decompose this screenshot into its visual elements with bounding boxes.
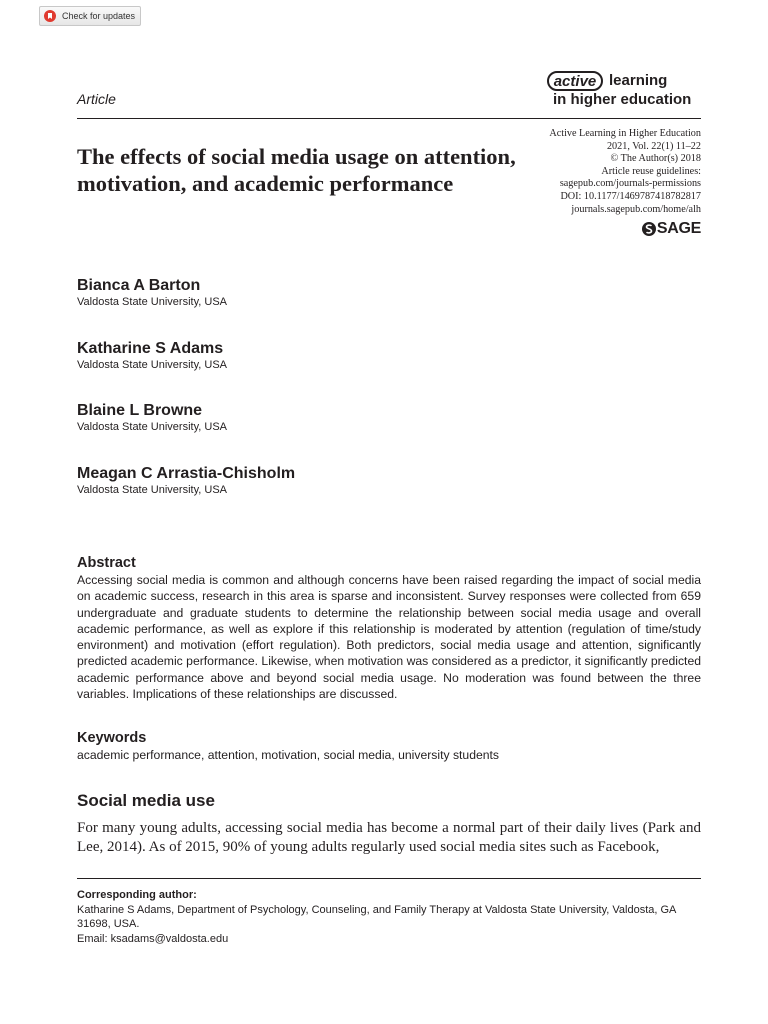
author-block	[77, 276, 227, 309]
keywords-heading: Keywords	[77, 730, 147, 746]
permissions-link[interactable]: sagepub.com/journals-permissions	[559, 178, 701, 190]
publication-meta	[549, 128, 701, 216]
issue-info: 2021, Vol. 22(1) 11–22	[606, 140, 701, 152]
author-affiliation: Valdosta State University, USA	[77, 359, 227, 371]
footnote-divider	[77, 878, 701, 879]
bookmark-icon	[44, 10, 56, 22]
corresponding-author	[77, 888, 701, 946]
journal-logo	[547, 70, 703, 110]
check-for-updates-label: Check for updates	[62, 11, 136, 21]
corresponding-author-address: Katharine S Adams, Department of Psychology, Counseling, and Family Therapy at Valdosta State University, Valdosta, GA 31698, USA.	[77, 903, 676, 930]
journal-name: Active Learning in Higher Education	[549, 128, 701, 139]
journal-logo-word: learning	[609, 72, 668, 89]
journal-homepage-link[interactable]: journals.sagepub.com/home/alh	[571, 203, 701, 215]
author-block	[77, 464, 295, 497]
author-block	[77, 339, 227, 372]
publisher-name: SAGE	[656, 220, 701, 237]
journal-logo-pill: active	[547, 71, 603, 91]
author-name: Bianca A Barton	[77, 277, 201, 294]
keywords-section	[77, 729, 701, 763]
abstract-section	[77, 554, 701, 702]
keywords-text: academic performance, attention, motivation, social media, university students	[77, 748, 500, 762]
author-name: Blaine L Browne	[77, 402, 203, 419]
check-for-updates-button[interactable]	[39, 6, 141, 26]
author-name: Katharine S Adams	[77, 340, 224, 357]
doi[interactable]: DOI: 10.1177/1469787418782817	[560, 190, 701, 202]
author-affiliation: Valdosta State University, USA	[77, 484, 227, 496]
author-affiliation: Valdosta State University, USA	[77, 421, 227, 433]
reuse-label: Article reuse guidelines:	[601, 165, 701, 177]
article-title: The effects of social media usage on attention, motivation, and academic performance	[77, 144, 516, 196]
abstract-text: Accessing social media is common and although concerns have been raised regarding the impact of social media on academic success, research in this area is sparse and inconsistent. Survey responses were collected from 659 undergraduate and graduate students to determine the relationship between social media usage and overall academic performance, as well as explore if this relationship is moderated by attention (regulation of time/study environment) and motivation (effort regulation). Both predictors, social media usage and attention, significantly predicted academic performance. Likewise, when motivation was considered as a predictor, it significantly predicted academic performance above and beyond social media usage. No moderation was found between the three variables. Implications of these relationships are discussed.	[77, 573, 701, 702]
section-body-text: For many young adults, accessing social media has become a normal part of their daily lives (Park and Lee, 2014). As of 2015, 90% of young adults regularly used social media sites such as Facebook,	[77, 820, 701, 855]
publisher-logo	[642, 220, 701, 238]
abstract-heading: Abstract	[77, 555, 136, 571]
author-name: Meagan C Arrastia-Chisholm	[77, 465, 296, 482]
author-block	[77, 401, 227, 434]
corresponding-author-email[interactable]: Email: ksadams@valdosta.edu	[77, 932, 229, 945]
journal-logo-subtitle: in higher education	[553, 91, 692, 108]
article-type: Article	[77, 91, 116, 107]
corresponding-author-label: Corresponding author:	[77, 889, 197, 901]
header-divider	[77, 118, 701, 119]
sage-s-icon	[642, 221, 656, 237]
section-heading: Social media use	[77, 791, 215, 810]
copyright: © The Author(s) 2018	[610, 153, 701, 165]
author-affiliation: Valdosta State University, USA	[77, 296, 227, 308]
